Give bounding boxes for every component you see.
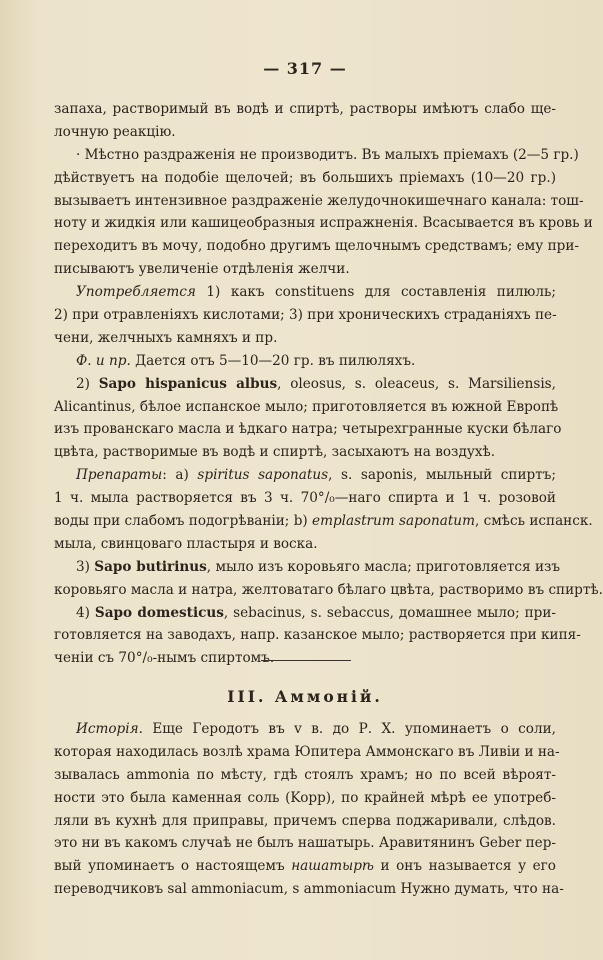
preparations-line	[54, 464, 556, 487]
usage-label: Употребляется	[76, 284, 196, 301]
item-text: , sebacinus, s. sebaccus, домашнее мыло; при-	[223, 604, 556, 621]
text-line: ноту и жидкія или кашицеобразныя испражненія. Всасывается въ кровь и	[54, 215, 593, 232]
text-line: готовляется на заводахъ, напр. казанское мыло; растворяется при кипя-	[54, 627, 581, 644]
text-line	[54, 510, 593, 533]
text-line: вызываетъ интензивное раздраженіе желудочнокишечнаго канала: тош-	[54, 192, 584, 209]
text-line: зывалась ammonia по мѣсту, гдѣ стоялъ храмъ; но по всей вѣроят-	[54, 766, 556, 783]
text-line: 2) при отравленіяхъ кислотами; 3) при хроническихъ страданіяхъ пе-	[54, 307, 557, 324]
section-heading: III. Аммоній.	[227, 687, 383, 706]
history-text: и онъ называется у его	[373, 858, 556, 875]
text-line: цвѣта, растворимые въ водѣ и спиртѣ, засыхаютъ на воздухѣ.	[54, 444, 496, 461]
text-line: коровьяго масла и натра, желтоватаго бѣлаго цвѣта, растворимо въ спиртѣ.	[54, 581, 603, 598]
item-2-line	[54, 373, 556, 396]
history-text: вый упоминаетъ о настоящемъ	[54, 858, 292, 875]
text-line: переводчиковъ sal ammoniacum, s ammoniacum Нужно думать, что на-	[54, 881, 564, 898]
item-name: Sapo hispanicus albus	[98, 375, 278, 392]
history-text: Еще Геродотъ въ v в. до Р. Х. упоминаетъ о соли,	[142, 721, 556, 737]
text-line: · Мѣстно раздраженія не производитъ. Въ малыхъ пріемахъ (2—5 гр.)	[76, 146, 579, 163]
text-line: писываютъ увеличеніе отдѣленія желчи.	[54, 261, 350, 278]
text-line: лочную реакцію.	[54, 123, 176, 140]
item-name: Sapo domesticus	[94, 604, 224, 621]
text-line: изъ прованскаго масла и ѣдкаго натра; четырехгранные куски бѣлаго	[54, 421, 562, 438]
text-line: ности это была каменная соль (Kopp), по крайней мѣрѣ ее употреб-	[54, 789, 556, 806]
history-text-block	[54, 718, 564, 901]
item-number: 3)	[76, 558, 95, 575]
text-line: переходитъ въ мочу, подобно другимъ щелочнымъ средствамъ; ему при-	[54, 238, 579, 255]
dosage-line	[54, 350, 556, 373]
usage-text: 1) какъ constituens для составленія пилюль;	[195, 284, 556, 301]
dosage-label: Ф. и пр.	[76, 352, 131, 369]
usage-paragraph-line	[54, 281, 556, 304]
text-line: это ни въ какомъ случаѣ не былъ нашатырь. Аравитянинъ Geber пер-	[54, 835, 556, 852]
text-line: Alicantinus, бѣлое испанское мыло; приготовляется въ южной Европѣ	[54, 398, 559, 415]
text-line	[54, 855, 556, 878]
history-label: Исторія.	[76, 721, 143, 737]
dosage-text: Дается отъ 5—10—20 гр. въ пилюляхъ.	[130, 352, 416, 369]
text-line: дѣйствуетъ на подобіе щелочей; въ большихъ пріемахъ (10—20 гр.)	[54, 169, 556, 186]
item-number: 4)	[76, 604, 95, 621]
prep-text: , смѣсь испанск.	[474, 513, 593, 530]
nashatyr-term: нашатырѣ	[291, 858, 374, 875]
item-text: , oleosus, s. oleaceus, s. Marsiliensis,	[277, 375, 556, 392]
spiritus-name: spiritus saponatus	[197, 467, 329, 484]
preparations-label: Препараты	[76, 467, 163, 484]
text-line: которая находилась возлѣ храма Юпитера Аммонскаго въ Ливіи и на-	[54, 743, 560, 760]
item-name: Sapo butirinus	[94, 558, 207, 575]
text-line: ляли въ кухнѣ для приправы, причемъ сперва поджаривали, слѣдов.	[54, 812, 556, 829]
page-number: — 317 —	[263, 59, 347, 78]
text-line: запаха, растворимый въ водѣ и спиртѣ, растворы имѣютъ слабо ще-	[54, 101, 556, 117]
text-line: мыла, свинцоваго пластыря и воска.	[54, 535, 318, 552]
prep-text: воды при слабомъ подогрѣваніи; b)	[54, 513, 313, 530]
text-line: 1 ч. мыла растворяется въ 3 ч. 70°/₀—наго спирта и 1 ч. розовой	[54, 490, 556, 507]
prep-letter-a: : a)	[162, 467, 198, 484]
item-text: , мыло изъ коровьяго масла; приготовляется изъ	[206, 558, 561, 575]
history-first-line	[54, 718, 556, 741]
prep-text: , s. saponis, мыльный спиртъ;	[328, 467, 556, 484]
text-line: ченіи съ 70°/₀-нымъ спиртомъ.	[54, 650, 275, 667]
item-4-line	[54, 602, 556, 625]
section-divider	[261, 660, 351, 661]
item-3-line	[54, 556, 561, 579]
text-line: чени, желчныхъ камняхъ и пр.	[54, 329, 278, 346]
item-number: 2)	[76, 375, 99, 392]
emplastrum-name: emplastrum saponatum	[312, 513, 475, 530]
main-text-block	[54, 98, 603, 670]
